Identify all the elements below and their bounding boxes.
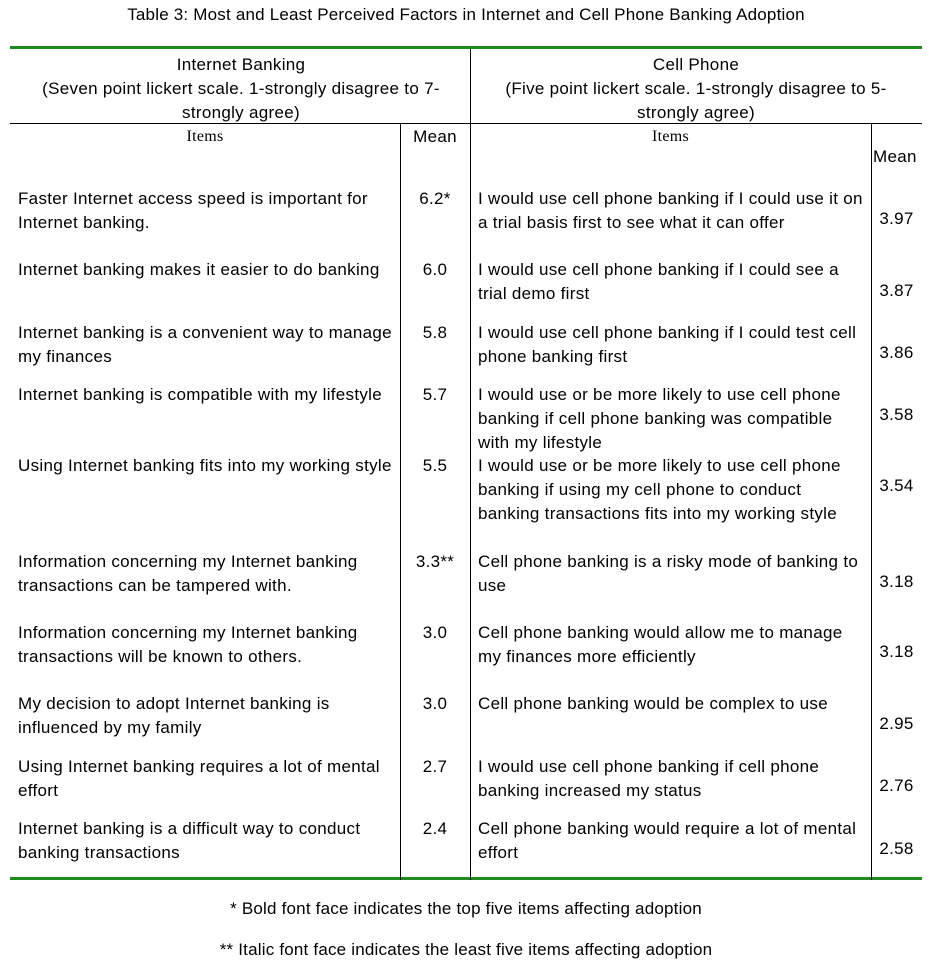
divider-center <box>470 49 471 880</box>
cp-item-cell: I would use or be more likely to use cell phone banking if cell phone banking was compatible with my lifestyle <box>478 385 841 452</box>
cp-mean-cell: 3.18 <box>879 642 914 661</box>
cp-mean-cell: 2.95 <box>879 714 914 733</box>
ib-item-cell: Using Internet banking fits into my working style <box>18 456 392 475</box>
ib-item-cell: Internet banking is a difficult way to conduct banking transactions <box>18 819 361 862</box>
ib-item-cell: Information concerning my Internet banking transactions can be tampered with. <box>18 552 358 595</box>
ib-item-cell: Information concerning my Internet banking transactions will be known to others. <box>18 623 358 666</box>
internet-banking-title: Internet Banking <box>176 55 306 74</box>
ib-mean-cell: 5.5 <box>422 456 448 475</box>
footnote-italic: ** Italic font face indicates the least five items affecting adoption <box>219 940 713 959</box>
ib-mean-cell: 5.8 <box>422 323 448 342</box>
cp-items-header: Items <box>651 128 690 145</box>
cp-item-cell: I would use cell phone banking if I could see a trial demo first <box>478 260 839 303</box>
ib-mean-cell: 3.0 <box>422 694 448 713</box>
cp-mean-cell: 3.86 <box>879 343 914 362</box>
ib-item-cell: Internet banking is a convenient way to manage my finances <box>18 323 392 366</box>
cp-item-cell: Cell phone banking would be complex to use <box>478 694 828 713</box>
ib-mean-header: Mean <box>413 127 457 146</box>
cp-item-cell: I would use or be more likely to use cell phone banking if using my cell phone to conduct banking transactions fits into my working style <box>478 456 841 523</box>
ib-mean-cell: 5.7 <box>422 385 448 404</box>
ib-item-cell: Internet banking makes it easier to do banking <box>18 260 380 279</box>
cp-item-cell: I would use cell phone banking if cell phone banking increased my status <box>478 757 820 800</box>
divider-cp-mean <box>871 123 872 880</box>
ib-mean-cell: 3.0 <box>422 623 448 642</box>
cp-item-cell: I would use cell phone banking if I could use it on a trial basis first to see what it can offer <box>478 189 863 232</box>
cell-phone-title: Cell Phone <box>652 55 740 74</box>
cell-phone-scale: (Five point lickert scale. 1-strongly disagree to 5-strongly agree) <box>505 79 887 122</box>
ib-mean-cell: 6.0 <box>422 260 448 279</box>
cp-mean-header: Mean <box>873 147 917 166</box>
cp-mean-cell: 3.87 <box>879 281 914 300</box>
cp-mean-cell: 3.54 <box>879 476 914 495</box>
ib-item-cell: Using Internet banking requires a lot of mental effort <box>18 757 380 800</box>
cp-item-cell: I would use cell phone banking if I could test cell phone banking first <box>478 323 857 366</box>
ib-mean-cell: 6.2* <box>419 189 451 208</box>
ib-item-cell: Internet banking is compatible with my lifestyle <box>18 385 383 404</box>
ib-items-header: Items <box>186 128 224 145</box>
internet-banking-header <box>16 53 466 125</box>
adoption-factors-table <box>10 46 922 880</box>
ib-item-cell: Faster Internet access speed is important for Internet banking. <box>18 189 368 232</box>
ib-mean-cell: 3.3** <box>415 552 455 571</box>
cp-mean-cell: 3.18 <box>879 572 914 591</box>
cp-mean-cell: 2.58 <box>879 839 914 858</box>
cp-mean-cell: 2.76 <box>879 776 914 795</box>
cp-item-cell: Cell phone banking is a risky mode of banking to use <box>478 552 859 595</box>
cp-item-cell: Cell phone banking would require a lot of mental effort <box>478 819 857 862</box>
cell-phone-header <box>476 53 916 125</box>
cp-mean-cell: 3.97 <box>879 209 914 228</box>
cp-item-cell: Cell phone banking would allow me to manage my finances more efficiently <box>478 623 843 666</box>
cp-mean-cell: 3.58 <box>879 405 914 424</box>
ib-mean-cell: 2.4 <box>422 819 448 838</box>
internet-banking-scale: (Seven point lickert scale. 1-strongly disagree to 7-strongly agree) <box>42 79 440 122</box>
ib-item-cell: My decision to adopt Internet banking is influenced by my family <box>18 694 330 737</box>
footnote-bold: * Bold font face indicates the top five items affecting adoption <box>230 899 702 918</box>
table-caption: Table 3: Most and Least Perceived Factors in Internet and Cell Phone Banking Adoption <box>127 5 805 24</box>
ib-mean-cell: 2.7 <box>422 757 448 776</box>
